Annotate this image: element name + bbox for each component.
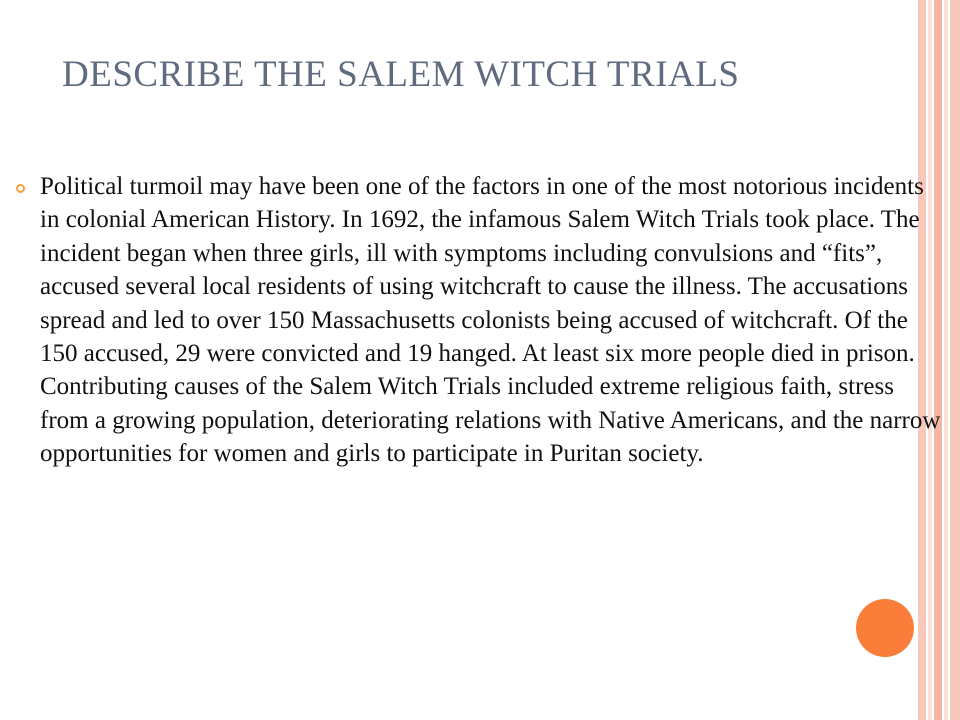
bullet-text: Political turmoil may have been one of the factors in one of the most notorious incidents in colonial American History. In 1692, the infamous Salem Witch Trials took place. The incident began when three girls, ill with symptoms including convulsions and “fits”, accused several local residents of using witchcraft to cause the illness. The accusations spread and led to over 150 Massachusetts colonists being accused of witchcraft. Of the 150 accused, 29 were convicted and 19 hanged. At least six more people died in prison. Contributing causes of the Salem Witch Trials included extreme religious faith, stress from a growing population, deteriorating relations with Native Americans, and the narrow opportunities for women and girls to participate in Puritan society. bbox=[40, 173, 941, 468]
slide-title: DESCRIBE THE SALEM WITCH TRIALS bbox=[62, 54, 740, 95]
decorative-circle-icon bbox=[856, 599, 914, 657]
bullet-list bbox=[0, 170, 940, 471]
circle-bullet-icon bbox=[16, 184, 25, 193]
border-stripe bbox=[950, 0, 960, 720]
bullet-item bbox=[0, 170, 940, 471]
